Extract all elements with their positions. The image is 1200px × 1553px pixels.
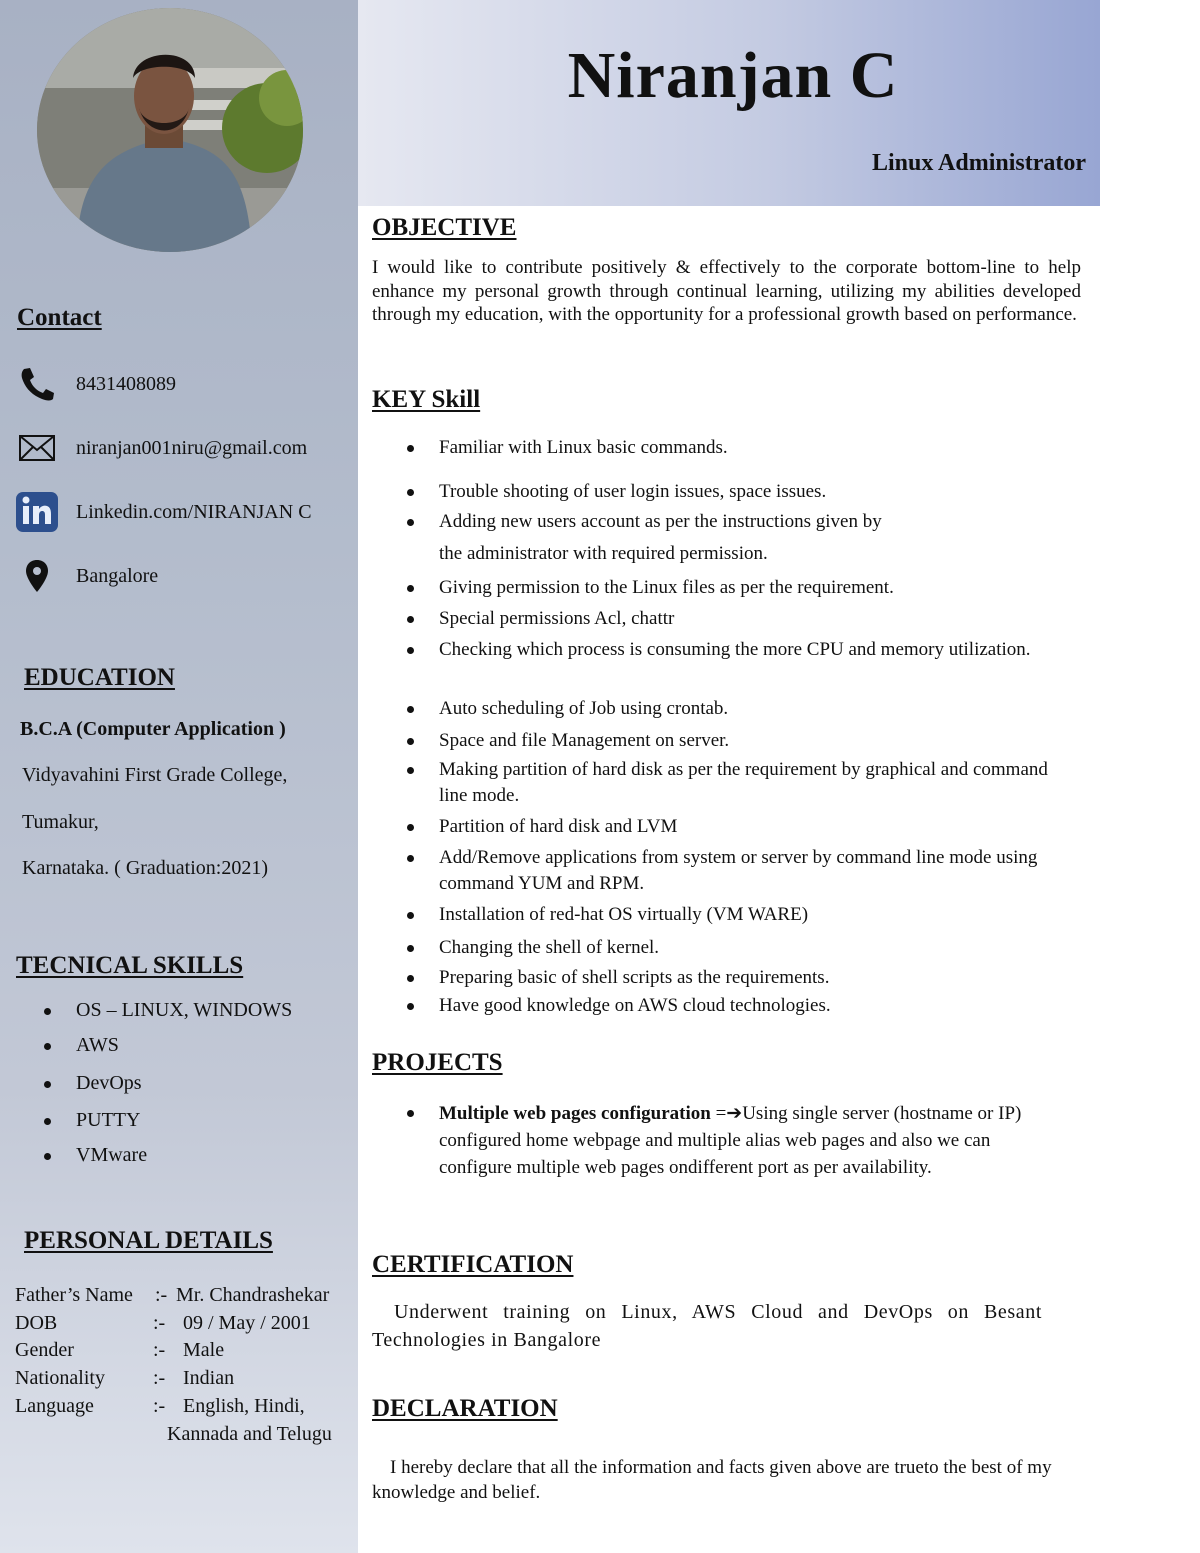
detail-value: 09 / May / 2001 (183, 1312, 311, 1334)
email-link[interactable]: niranjan001niru@gmail.com (76, 436, 308, 459)
detail-label: Nationality (15, 1367, 105, 1389)
education-degree: B.C.A (Computer Application ) (20, 718, 286, 740)
detail-value: Indian (183, 1367, 235, 1389)
location-pin-icon (14, 554, 60, 598)
list-item: PUTTY (76, 1109, 141, 1131)
education-heading: EDUCATION (24, 664, 175, 691)
list-item: Familiar with Linux basic commands. (439, 435, 1089, 461)
detail-label: Father’s Name (15, 1284, 133, 1306)
objective-text: I would like to contribute positively & effectively to the corporate bottom-line to help enhance my personal growth through continual learning, utilizing my abilities developed through my education, with the opportunity for a professional growth based on performance. (372, 257, 1081, 325)
detail-separator: :- (153, 1339, 166, 1361)
contact-location-row (14, 554, 354, 598)
education-state: Karnataka. ( Graduation:2021) (22, 857, 269, 879)
list-item: Have good knowledge on AWS cloud technologies. (439, 993, 1089, 1019)
list-item: Checking which process is consuming the more CPU and memory utilization. (439, 637, 1039, 663)
list-item: OS – LINUX, WINDOWS (76, 999, 293, 1021)
candidate-name: Niranjan C (567, 39, 899, 112)
detail-separator: :- (153, 1312, 166, 1334)
list-item: Adding new users account as per the instructions given by (439, 509, 1089, 535)
list-item: Installation of red-hat OS virtually (VM WARE) (439, 902, 1089, 928)
contact-email-row (14, 426, 354, 470)
detail-separator: :- (153, 1367, 166, 1389)
detail-value: Mr. Chandrashekar (176, 1284, 330, 1306)
key-skill-heading: KEY Skill (372, 386, 481, 413)
phone-number: 8431408089 (76, 372, 176, 395)
linkedin-icon (14, 490, 60, 534)
linkedin-link[interactable]: Linkedin.com/NIRANJAN C (76, 500, 312, 523)
project-title: Multiple web pages configuration (439, 1103, 711, 1124)
mail-icon (14, 426, 60, 470)
language-continuation: Kannada and Telugu (167, 1423, 332, 1445)
certification-text: Underwent training on Linux, AWS Cloud and DevOps on Besant Technologies in Bangalore (372, 1301, 1042, 1351)
list-item (439, 1100, 1051, 1181)
list-item: Add/Remove applications from system or server by command line mode using command YUM and RPM. (439, 845, 1089, 897)
list-item: DevOps (76, 1072, 142, 1094)
declaration-heading: DECLARATION (372, 1395, 558, 1422)
list-item: Space and file Management on server. (439, 728, 1089, 754)
list-item: Auto scheduling of Job using crontab. (439, 696, 1089, 722)
list-item: Special permissions Acl, chattr (439, 606, 1089, 632)
phone-icon (14, 362, 60, 406)
certification-heading: CERTIFICATION (372, 1251, 574, 1278)
detail-label: DOB (15, 1312, 58, 1334)
list-item: AWS (76, 1034, 119, 1056)
list-item-continuation: the administrator with required permission. (439, 543, 768, 564)
technical-skills-heading: TECNICAL SKILLS (16, 952, 244, 979)
list-item: Changing the shell of kernel. (439, 935, 1089, 961)
detail-value: English, Hindi, (183, 1395, 305, 1417)
objective-heading: OBJECTIVE (372, 214, 517, 241)
profile-photo (37, 8, 303, 252)
declaration-text: I hereby declare that all the information and facts given above are trueto the best of my knowledge and belief. (372, 1457, 1052, 1503)
projects-heading: PROJECTS (372, 1049, 503, 1076)
detail-label: Language (15, 1395, 94, 1417)
job-role: Linux Administrator (871, 150, 1086, 176)
detail-value: Male (183, 1339, 225, 1361)
arrow-icon: =➔ (710, 1103, 743, 1124)
list-item: Trouble shooting of user login issues, space issues. (439, 479, 1089, 505)
list-item: VMware (76, 1144, 148, 1166)
list-item: Preparing basic of shell scripts as the requirements. (439, 965, 1089, 991)
list-item: Giving permission to the Linux files as per the requirement. (439, 575, 1089, 601)
project-description: Using single server (hostname or IP) configured home webpage and multiple alias web pages and also we can configure multiple web pages ondifferent port as per availability. (439, 1103, 1022, 1178)
list-item: Making partition of hard disk as per the requirement by graphical and command line mode. (439, 757, 1069, 809)
location-text: Bangalore (76, 564, 159, 587)
contact-linkedin-row (14, 490, 354, 534)
personal-details-heading: PERSONAL DETAILS (24, 1227, 273, 1254)
detail-separator: :- (153, 1395, 166, 1417)
contact-phone-row (14, 362, 354, 406)
detail-label: Gender (15, 1339, 74, 1361)
contact-heading: Contact (17, 304, 102, 331)
detail-separator: :- (155, 1284, 168, 1306)
list-item: Partition of hard disk and LVM (439, 814, 1089, 840)
education-city: Tumakur, (22, 811, 99, 833)
education-college: Vidyavahini First Grade College, (22, 764, 288, 786)
